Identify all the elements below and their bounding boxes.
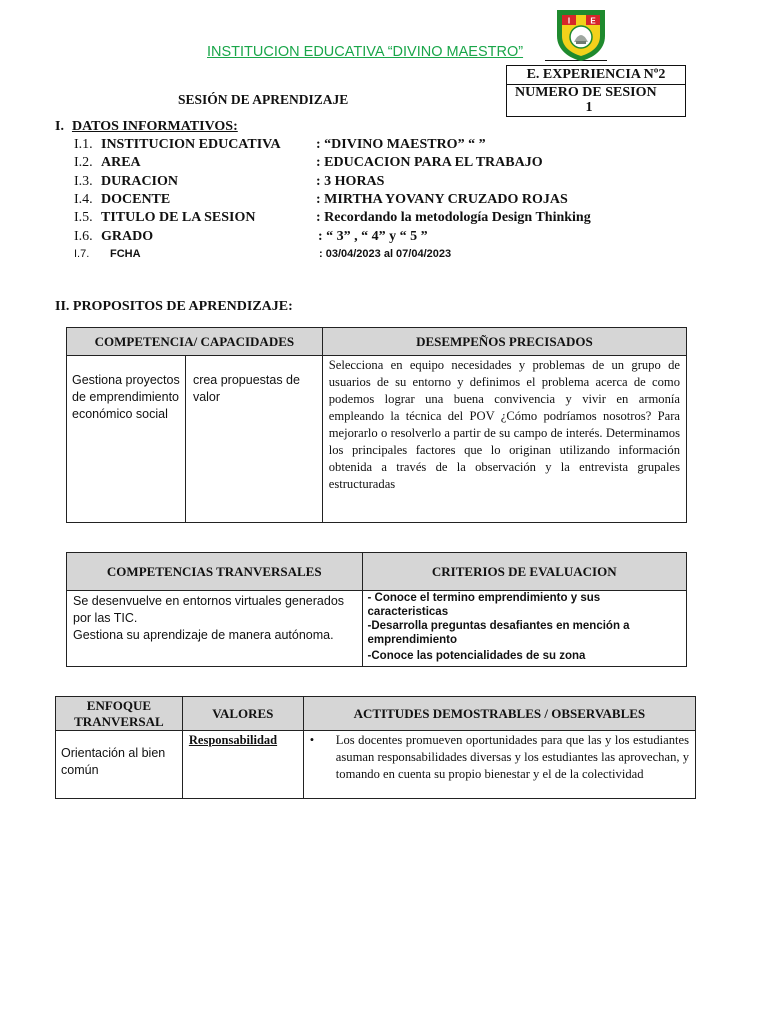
header-criterios: CRITERIOS DE EVALUACION xyxy=(362,553,686,591)
dato-value: : “ 3” , “ 4” y “ 5 ” xyxy=(318,229,428,244)
header-competencia: COMPETENCIA/ CAPACIDADES xyxy=(67,328,323,356)
competencia-transversal-1: Se desenvuelve en entornos virtuales generados por las TIC. xyxy=(73,594,345,625)
desempeno-cell: Selecciona en equipo necesidades y problemas de un grupo de usuarios de su entorno y definimos el problema acerca de como podemos lograr una buena convivencia y vivir en armonía empleando la técnica del POV ¿Cómo podríamos nosotros? Para mejorarlo o resolverlo a partir de su campo de interés. Determinamos los principales factores que lo originan utilizando información obtenida a través de la observación y la entrevista grupales estructuradas xyxy=(322,356,686,523)
datos-heading xyxy=(55,119,238,135)
dato-label: AREA xyxy=(101,155,141,170)
dato-value: : EDUCACION PARA EL TRABAJO xyxy=(316,155,543,170)
dato-label: GRADO xyxy=(101,229,154,244)
dato-row-grado xyxy=(74,229,428,245)
experiencia-box: E. EXPERIENCIA Nº2 xyxy=(506,65,686,85)
capacidad-cell: crea propuestas de valor xyxy=(185,356,322,523)
school-logo-icon xyxy=(553,6,609,62)
header-enfoque: ENFOQUE TRANVERSAL xyxy=(56,697,183,731)
competencia-cell: Gestiona proyectos de emprendimiento económico social xyxy=(67,356,186,523)
enfoque-table xyxy=(55,696,696,799)
actitud-cell xyxy=(303,731,695,799)
dato-num: I.7. xyxy=(74,248,90,260)
datos-heading-label: DATOS INFORMATIVOS: xyxy=(71,119,238,134)
dato-row-fecha xyxy=(74,248,452,260)
dato-value: : “DIVINO MAESTRO” “ ” xyxy=(316,137,486,152)
competencias-transversales-table xyxy=(66,552,687,667)
valor-cell: Responsabilidad xyxy=(182,731,303,799)
dato-num: I.6. xyxy=(74,229,93,244)
actitud-text: Los docentes promueven oportunidades para que las y los estudiantes asuman responsabilidades diversas y los estudiantes las aprovechan, y tomando en cuenta su propio bienestar y el de la colectividad xyxy=(335,733,689,781)
header-competencias-transversales: COMPETENCIAS TRANVERSALES xyxy=(67,553,363,591)
competencia-transversal-2: Gestiona su aprendizaje de manera autónoma. xyxy=(73,628,334,642)
school-title: INSTITUCION EDUCATIVA “DIVINO MAESTRO” xyxy=(207,44,524,60)
criterio-item: -Desarrolla preguntas desafiantes en mención a emprendimiento xyxy=(367,620,630,646)
numero-sesion-value: 1 xyxy=(585,100,593,115)
dato-num: I.1. xyxy=(74,137,93,152)
competencia-transversal-cell xyxy=(67,591,363,667)
dato-num: I.4. xyxy=(74,192,93,207)
dato-row-duracion xyxy=(74,174,385,190)
dato-num: I.2. xyxy=(74,155,93,170)
svg-text:I: I xyxy=(567,16,571,26)
svg-text:E: E xyxy=(590,16,596,26)
dato-label: TITULO DE LA SESION xyxy=(101,210,256,225)
dato-label: INSTITUCION EDUCATIVA xyxy=(101,137,281,152)
header-valores: VALORES xyxy=(182,697,303,731)
dato-value: : 03/04/2023 al 07/04/2023 xyxy=(319,248,452,260)
dato-value: : MIRTHA YOVANY CRUZADO ROJAS xyxy=(316,192,568,207)
dato-row-titulo xyxy=(74,210,591,226)
dato-label: DOCENTE xyxy=(101,192,171,207)
bullet-icon: • xyxy=(309,733,315,747)
enfoque-cell: Orientación al bien común xyxy=(56,731,183,799)
dato-num: I.3. xyxy=(74,174,93,189)
dato-num: I.5. xyxy=(74,210,93,225)
dato-value: : 3 HORAS xyxy=(316,174,385,189)
dato-row-area xyxy=(74,155,543,171)
competencias-table xyxy=(66,327,687,523)
dato-label: DURACION xyxy=(101,174,178,189)
numero-sesion-label: NUMERO DE SESION xyxy=(515,85,657,100)
dato-row-docente xyxy=(74,192,568,208)
header-actitudes: ACTITUDES DEMOSTRABLES / OBSERVABLES xyxy=(303,697,695,731)
header-desempenos: DESEMPEÑOS PRECISADOS xyxy=(322,328,686,356)
session-heading: SESIÓN DE APRENDIZAJE xyxy=(178,92,349,107)
dato-value: : Recordando la metodología Design Thinking xyxy=(316,210,591,225)
datos-number: I. xyxy=(55,119,64,134)
numero-sesion-box xyxy=(506,84,686,117)
criterios-cell xyxy=(362,591,686,667)
criterio-item: -Conoce las potencialidades de su zona xyxy=(367,650,586,662)
dato-row-institucion xyxy=(74,137,486,153)
propositos-heading: II. PROPOSITOS DE APRENDIZAJE: xyxy=(55,299,293,314)
dato-label: FCHA xyxy=(110,248,141,260)
criterio-item: - Conoce el termino emprendimiento y sus caracteristicas xyxy=(367,592,601,618)
